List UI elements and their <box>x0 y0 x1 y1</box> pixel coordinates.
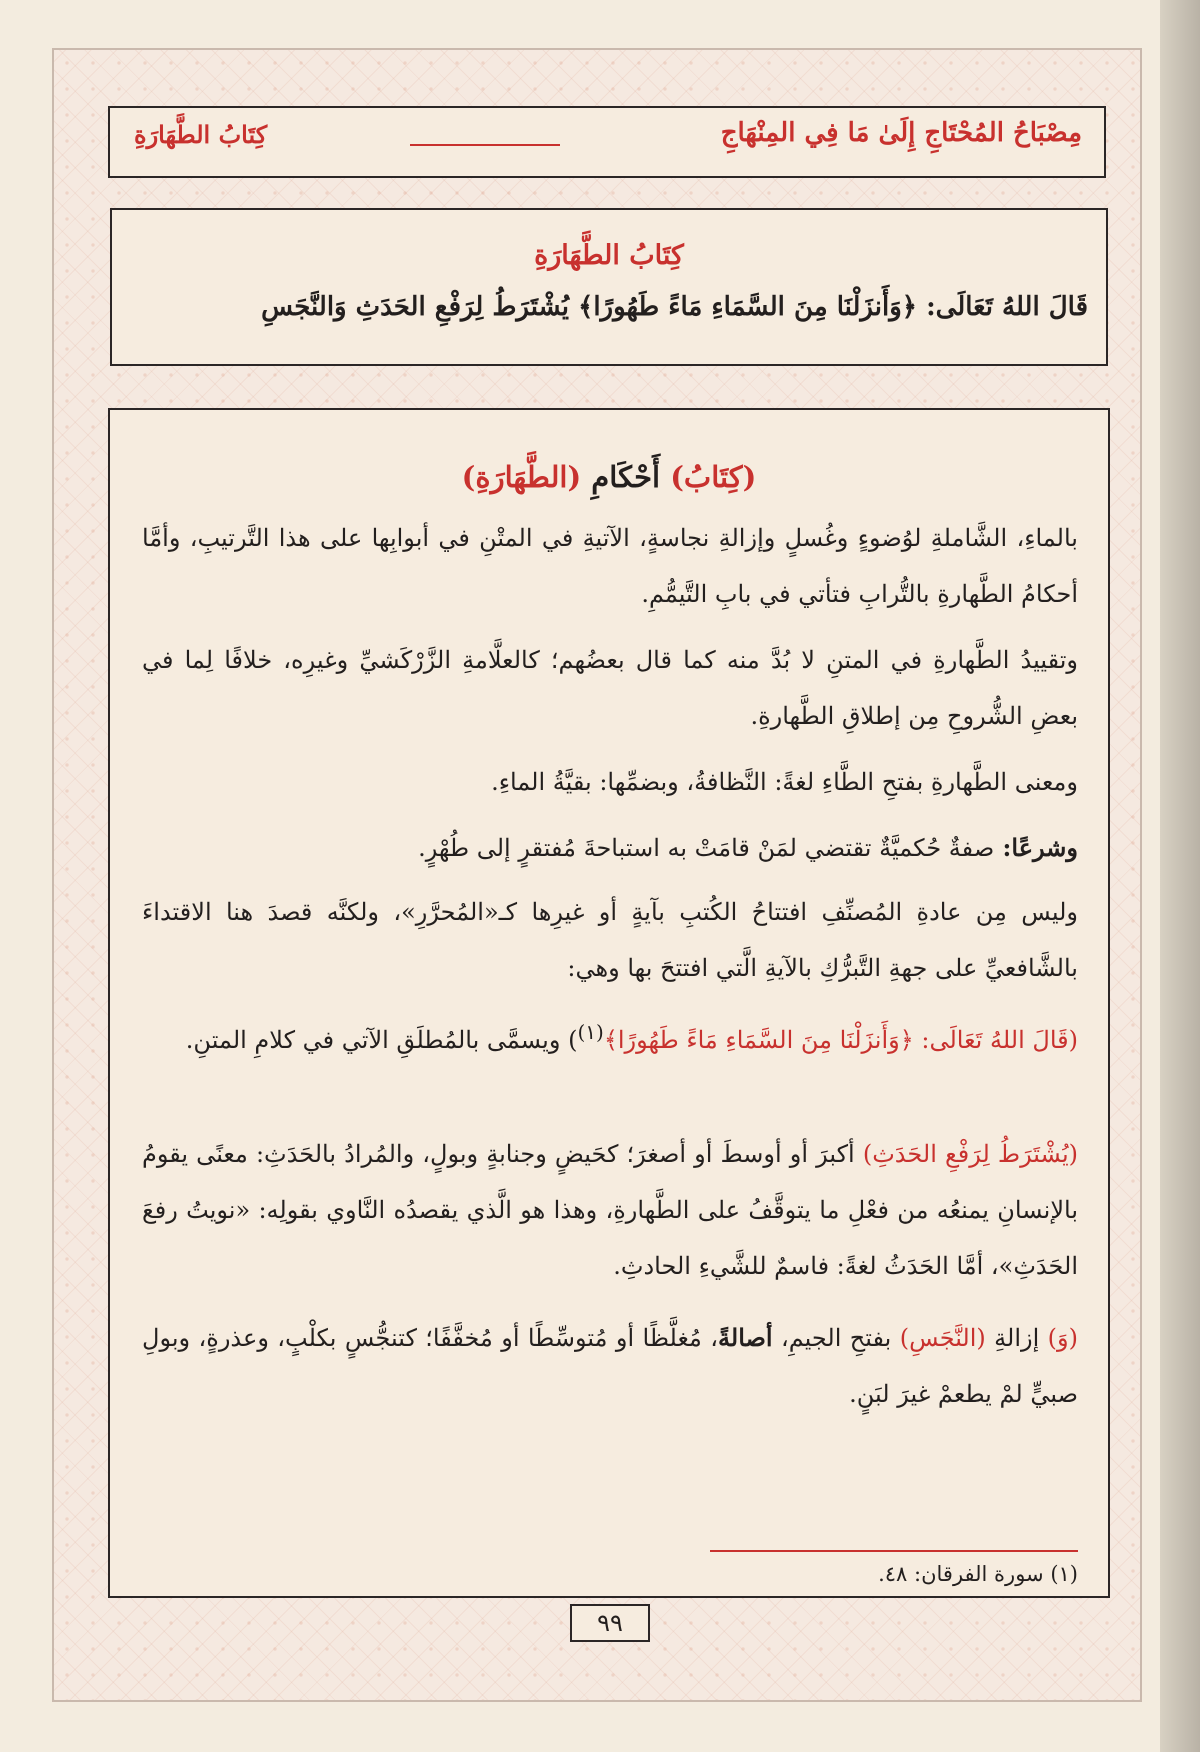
paragraph-7 <box>142 1126 1078 1294</box>
footnote-divider <box>710 1550 1078 1552</box>
najas-types: ، مُغلَّظًا أو مُتوسِّطًا أو مُخفَّفًا؛ كتنجُّسٍ بكلْبٍ، وعذرةٍ، وبولِ صبيٍّ لمْ يطعمْ غيرَ لبَنٍ. <box>142 1324 1078 1408</box>
paragraph-8 <box>142 1310 1078 1422</box>
paragraph-4 <box>142 820 1078 876</box>
quoted-waw: (وَ) <box>1047 1324 1078 1352</box>
sharh-box <box>108 408 1110 1598</box>
shar-definition: صفةٌ حُكميَّةٌ تقتضي لمَنْ قامَتْ به استباحةَ مُفتقرٍ إلى طُهْرٍ. <box>418 834 995 862</box>
izala-text: إزالةِ <box>985 1324 1048 1352</box>
asalatan: أصالةً <box>718 1323 773 1352</box>
quoted-najas: (النَّجَسِ) <box>899 1324 986 1352</box>
paragraph-3: ومعنى الطَّهارةِ بفتحِ الطَّاءِ لغةً: النَّظافةُ، وبضمِّها: بقيَّةُ الماءِ. <box>491 768 1078 796</box>
shar-label: وشرعًا: <box>994 833 1078 862</box>
title-ahkam: أَحْكَامِ <box>581 460 671 494</box>
section-title: كِتَابُ الطَّهَارَةِ <box>134 120 268 149</box>
ayah-commentary: ) ويسمَّى بالمُطلَقِ الآتي في كلامِ المتنِ. <box>185 1026 578 1054</box>
paragraph-5: وليس مِن عادةِ المُصنِّفِ افتتاحُ الكُتبِ بآيةٍ أو غيرِها كـ«المُحرَّرِ»، ولكنَّه قصدَ هنا الاقتداءَ بالشَّافعيِّ على جهةِ التَّبرُّكِ بالآيةِ الَّتي افتتحَ بها وهي: <box>142 898 1078 982</box>
matn-title: كِتَابُ الطَّهَارَةِ <box>534 240 684 271</box>
title-kitab: (كِتَابُ) <box>670 460 757 494</box>
paragraph-2: وتقييدُ الطَّهارةِ في المتنِ لا بُدَّ منه كما قال بعضُهم؛ كالعلَّامةِ الزَّرْكَشيِّ وغيرِه، خلافًا لِما في بعضِ الشُّروحِ مِن إطلاقِ الطَّهارةِ. <box>142 646 1078 730</box>
matn-text <box>128 292 1088 322</box>
running-header <box>108 106 1106 178</box>
matn-prefix: قَالَ اللهُ تَعَالَى: <box>917 292 1088 322</box>
paragraph-1: بالماءِ، الشَّاملةِ لوُضوءٍ وغُسلٍ وإزالةِ نجاسةٍ، الآتيةِ في المتْنِ في أبوابِها على هذا التَّرتيبِ، وأمَّا أحكامُ الطَّهارةِ بالتُّرابِ فتأتي في بابِ التَّيمُّمِ. <box>142 524 1078 608</box>
page-number: ٩٩ <box>570 1604 650 1642</box>
quoted-matn-hadath: (يُشْتَرَطُ لِرَفْعِ الحَدَثِ) <box>862 1140 1078 1168</box>
hadath-commentary: أكبرَ أو أوسطَ أو أصغرَ؛ كحَيضٍ وجنابةٍ وبولٍ، والمُرادُ بالحَدَثِ: معنًى يقومُ بالإنسانِ يمنعُه من فعْلِ ما يتوقَّفُ على الطَّهارةِ، وهذا هو الَّذي يقصدُه النَّاوي بقولِه: «نويتُ رفعَ الحَدَثِ»، أمَّا الحَدَثُ لغةً: فاسمٌ للشَّيءِ الحادثِ. <box>142 1140 1079 1280</box>
footnote: (١) سورة الفرقان: ٤٨. <box>878 1562 1078 1586</box>
sharh-title <box>110 460 1108 494</box>
paragraph-6 <box>142 1004 1078 1068</box>
book-title: مِصْبَاحُ المُحْتَاجِ إِلَىٰ مَا فِي المِنْهَاجِ <box>720 118 1082 148</box>
header-divider <box>410 144 560 146</box>
page-edge-shadow <box>1160 0 1200 1752</box>
quoted-matn-ayah: (قَالَ اللهُ تَعَالَى: ﴿وَأَنزَلْنَا مِنَ السَّمَاءِ مَاءً طَهُورًا﴾ <box>603 1026 1078 1054</box>
matn-box <box>110 208 1108 366</box>
matn-ayah: ﴿وَأَنزَلْنَا مِنَ السَّمَاءِ مَاءً طَهُورًا﴾ <box>578 292 918 322</box>
matn-rest: يُشْتَرَطُ لِرَفْعِ الحَدَثِ وَالنَّجَسِ <box>261 292 579 322</box>
najas-text: بفتحِ الجيمِ، <box>772 1324 900 1352</box>
footnote-ref: (١) <box>577 1020 604 1044</box>
title-tahara: (الطَّهَارَةِ) <box>461 460 582 494</box>
